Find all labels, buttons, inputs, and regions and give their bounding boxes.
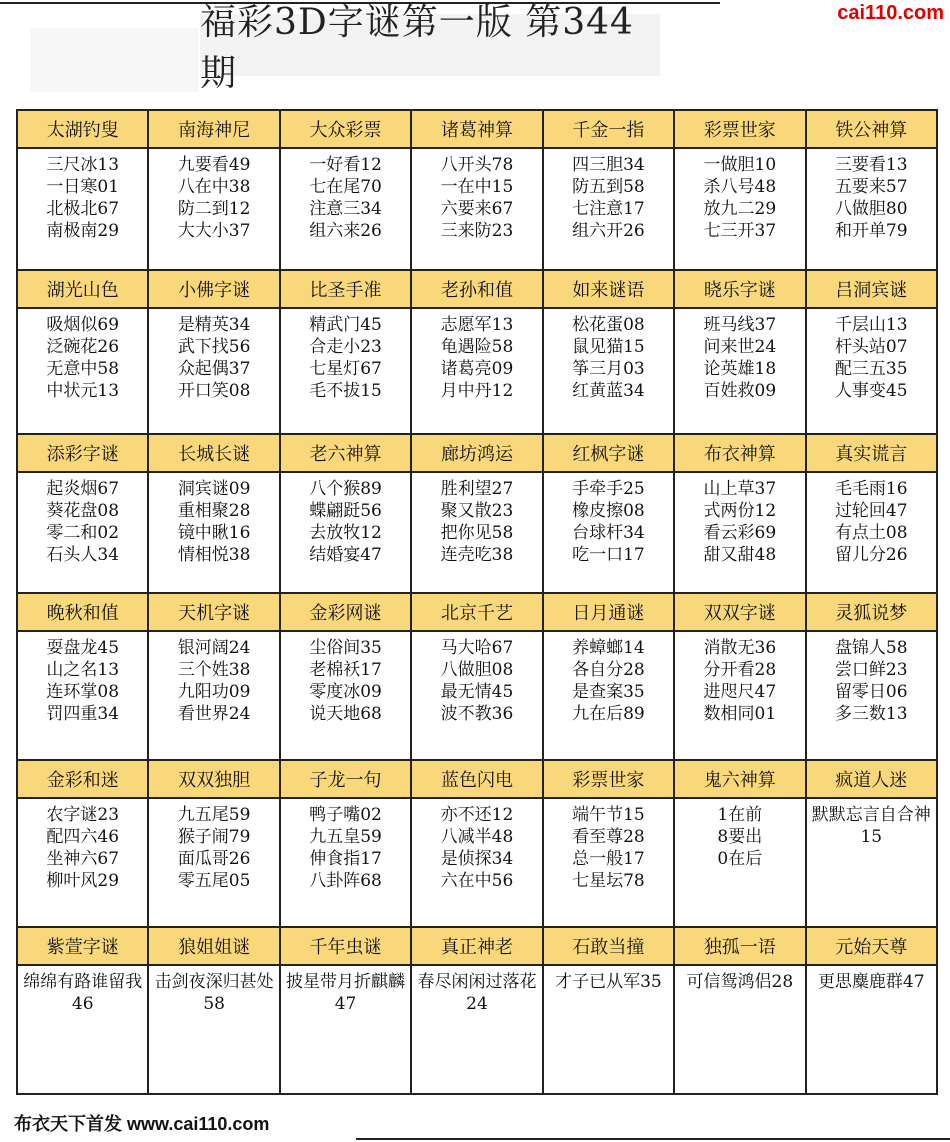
riddle-line: 七星坛78 xyxy=(572,871,645,891)
riddle-cell xyxy=(17,472,148,593)
column-header: 廊坊鸿运 xyxy=(411,434,542,472)
riddle-line: 四三胆34 xyxy=(572,155,645,175)
column-header: 独孤一语 xyxy=(674,927,805,965)
riddle-line: 开口笑08 xyxy=(177,381,251,401)
column-header: 北京千艺 xyxy=(411,593,542,631)
column-header: 诸葛神算 xyxy=(411,110,542,148)
riddle-cell xyxy=(17,965,148,1094)
footer-rule xyxy=(356,1138,950,1140)
riddle-line: 论英雄18 xyxy=(703,359,777,379)
riddle-line: 一日寒01 xyxy=(46,177,120,197)
column-header: 晚秋和值 xyxy=(17,593,148,631)
riddle-line: 留儿分26 xyxy=(834,545,908,565)
column-header: 彩票世家 xyxy=(674,110,805,148)
riddle-line: 连壳吃38 xyxy=(440,545,514,565)
riddle-line: 诸葛亮09 xyxy=(440,359,514,379)
riddle-line: 八开头78 xyxy=(440,155,514,175)
riddle-line: 面瓜哥26 xyxy=(177,849,251,869)
header-row xyxy=(17,593,937,631)
riddle-grid xyxy=(16,109,940,1120)
riddle-line: 八卦阵68 xyxy=(309,871,382,891)
riddle-line: 八个猴89 xyxy=(309,479,382,499)
footer-text: 布衣天下首发 www.cai110.com xyxy=(14,1114,270,1134)
riddle-line: 南极南29 xyxy=(46,221,120,241)
column-header: 子龙一句 xyxy=(280,760,411,798)
riddle-line: 进咫尺47 xyxy=(703,682,777,702)
riddle-cell xyxy=(280,798,411,927)
riddle-line: 石头人34 xyxy=(46,545,120,565)
riddle-line: 0在后 xyxy=(717,849,763,869)
riddle-cell xyxy=(280,148,411,270)
riddle-row xyxy=(17,631,937,760)
riddle-line: 精武门45 xyxy=(309,315,382,335)
riddle-line: 结婚宴47 xyxy=(309,545,382,565)
riddle-line: 连环掌08 xyxy=(46,682,120,702)
riddle-line: 默默忘言自合神15 xyxy=(811,805,931,847)
riddle-line: 留零日06 xyxy=(834,682,908,702)
riddle-cell xyxy=(148,472,279,593)
riddle-line: 九要看49 xyxy=(177,155,251,175)
riddle-line: 罚四重34 xyxy=(46,704,120,724)
riddle-cell xyxy=(806,148,937,270)
riddle-cell xyxy=(280,472,411,593)
riddle-line: 披星带月折麒麟47 xyxy=(286,972,406,1014)
riddle-line: 吃一口17 xyxy=(572,545,645,565)
riddle-line: 百姓救09 xyxy=(703,381,777,401)
riddle-cell xyxy=(148,308,279,434)
riddle-cell xyxy=(543,631,674,760)
riddle-cell xyxy=(806,472,937,593)
riddle-table xyxy=(16,109,938,1095)
riddle-line: 合走小23 xyxy=(309,337,382,357)
riddle-line: 防二到12 xyxy=(177,199,251,219)
riddle-cell xyxy=(17,631,148,760)
column-header: 天机字谜 xyxy=(148,593,279,631)
riddle-line: 是精英34 xyxy=(177,315,251,335)
riddle-line: 鸭子嘴02 xyxy=(309,805,382,825)
riddle-line: 把你见58 xyxy=(440,523,514,543)
riddle-line: 毛毛雨16 xyxy=(834,479,908,499)
column-header: 金彩和迷 xyxy=(17,760,148,798)
riddle-cell xyxy=(806,965,937,1094)
riddle-line: 看至尊28 xyxy=(572,827,645,847)
column-header: 紫萱字谜 xyxy=(17,927,148,965)
riddle-line: 数相同01 xyxy=(703,704,777,724)
riddle-cell xyxy=(674,308,805,434)
riddle-line: 尝口鲜23 xyxy=(834,660,908,680)
riddle-line: 龟遇险58 xyxy=(440,337,514,357)
riddle-line: 九阳功09 xyxy=(177,682,251,702)
riddle-line: 组六来26 xyxy=(309,221,382,241)
riddle-cell xyxy=(148,148,279,270)
column-header: 石敢当撞 xyxy=(543,927,674,965)
riddle-cell xyxy=(280,631,411,760)
riddle-line: 看云彩69 xyxy=(703,523,777,543)
riddle-line: 放九二29 xyxy=(703,199,777,219)
header-row xyxy=(17,434,937,472)
column-header: 添彩字谜 xyxy=(17,434,148,472)
riddle-row xyxy=(17,798,937,927)
column-header: 长城长谜 xyxy=(148,434,279,472)
riddle-line: 击剑夜深归甚处58 xyxy=(154,972,274,1014)
riddle-cell xyxy=(674,148,805,270)
riddle-cell xyxy=(17,308,148,434)
riddle-line: 大大小37 xyxy=(177,221,251,241)
column-header: 双双字谜 xyxy=(674,593,805,631)
riddle-line: 零度冰09 xyxy=(309,682,382,702)
column-header: 疯道人迷 xyxy=(806,760,937,798)
column-header: 吕洞宾谜 xyxy=(806,270,937,308)
riddle-line: 猴子闹79 xyxy=(177,827,251,847)
riddle-line: 毛不拔15 xyxy=(309,381,382,401)
riddle-line: 六在中56 xyxy=(440,871,514,891)
riddle-line: 洞宾谜09 xyxy=(177,479,251,499)
riddle-line: 松花蛋08 xyxy=(572,315,645,335)
riddle-line: 九五尾59 xyxy=(177,805,251,825)
column-header: 南海神尼 xyxy=(148,110,279,148)
column-header: 蓝色闪电 xyxy=(411,760,542,798)
riddle-line: 一做胆10 xyxy=(703,155,777,175)
riddle-line: 总一般17 xyxy=(572,849,645,869)
riddle-cell xyxy=(806,798,937,927)
riddle-line: 一在中15 xyxy=(440,177,514,197)
riddle-line: 亦不还12 xyxy=(440,805,514,825)
riddle-line: 蝶翩跹56 xyxy=(309,501,382,521)
column-header: 湖光山色 xyxy=(17,270,148,308)
riddle-line: 可信鸳鸿侣28 xyxy=(686,972,794,992)
header-row xyxy=(17,270,937,308)
riddle-cell xyxy=(411,148,542,270)
riddle-line: 六要来67 xyxy=(440,199,514,219)
riddle-line: 多三数13 xyxy=(834,704,908,724)
column-header: 大众彩票 xyxy=(280,110,411,148)
riddle-cell xyxy=(543,148,674,270)
riddle-line: 老棉袄17 xyxy=(309,660,382,680)
riddle-line: 是侦探34 xyxy=(440,849,514,869)
column-header: 日月通谜 xyxy=(543,593,674,631)
column-header: 布衣神算 xyxy=(674,434,805,472)
riddle-line: 尘俗间35 xyxy=(309,638,382,658)
riddle-cell xyxy=(806,631,937,760)
riddle-line: 泛碗花26 xyxy=(46,337,120,357)
riddle-line: 七三开37 xyxy=(703,221,777,241)
riddle-line: 坐神六67 xyxy=(46,849,120,869)
column-header: 如来谜语 xyxy=(543,270,674,308)
column-header: 千金一指 xyxy=(543,110,674,148)
riddle-cell xyxy=(148,631,279,760)
riddle-line: 组六开26 xyxy=(572,221,645,241)
riddle-line: 鼠见猫15 xyxy=(572,337,645,357)
riddle-line: 月中丹12 xyxy=(440,381,514,401)
column-header: 老六神算 xyxy=(280,434,411,472)
riddle-line: 三来防23 xyxy=(440,221,514,241)
column-header: 小佛字谜 xyxy=(148,270,279,308)
riddle-line: 耍盘龙45 xyxy=(46,638,120,658)
riddle-line: 是查案35 xyxy=(572,682,645,702)
riddle-cell xyxy=(17,798,148,927)
riddle-line: 众起偶37 xyxy=(177,359,251,379)
riddle-line: 更思麋鹿群47 xyxy=(817,972,925,992)
riddle-line: 银河阔24 xyxy=(177,638,251,658)
riddle-line: 北极北67 xyxy=(46,199,120,219)
riddle-row xyxy=(17,472,937,593)
riddle-cell xyxy=(411,798,542,927)
riddle-row xyxy=(17,965,937,1094)
riddle-line: 重相聚28 xyxy=(177,501,251,521)
riddle-line: 八做胆08 xyxy=(440,660,514,680)
riddle-line: 红黄蓝34 xyxy=(572,381,645,401)
riddle-line: 才子已从军35 xyxy=(555,972,662,992)
riddle-cell xyxy=(148,965,279,1094)
riddle-cell xyxy=(411,965,542,1094)
column-header: 鬼六神算 xyxy=(674,760,805,798)
riddle-line: 端午节15 xyxy=(572,805,645,825)
riddle-line: 九在后89 xyxy=(572,704,645,724)
riddle-line: 农字谜23 xyxy=(46,805,120,825)
riddle-line: 中状元13 xyxy=(46,381,120,401)
column-header: 红枫字谜 xyxy=(543,434,674,472)
riddle-line: 三个姓38 xyxy=(177,660,251,680)
riddle-line: 配三五35 xyxy=(834,359,908,379)
column-header: 狼姐姐谜 xyxy=(148,927,279,965)
riddle-line: 山上草37 xyxy=(703,479,777,499)
riddle-line: 注意三34 xyxy=(309,199,382,219)
riddle-line: 杀八号48 xyxy=(703,177,777,197)
riddle-line: 和开单79 xyxy=(834,221,908,241)
riddle-line: 八做胆80 xyxy=(834,199,908,219)
riddle-line: 杆头站07 xyxy=(834,337,908,357)
riddle-line: 绵绵有路谁留我46 xyxy=(23,972,143,1014)
riddle-line: 千层山13 xyxy=(834,315,908,335)
riddle-cell xyxy=(280,965,411,1094)
riddle-line: 八在中38 xyxy=(177,177,251,197)
riddle-line: 看世界24 xyxy=(177,704,251,724)
riddle-line: 防五到58 xyxy=(572,177,645,197)
riddle-line: 八减半48 xyxy=(440,827,514,847)
riddle-cell xyxy=(148,798,279,927)
riddle-line: 盘锦人58 xyxy=(834,638,908,658)
column-header: 真正神老 xyxy=(411,927,542,965)
riddle-line: 养蟑螂14 xyxy=(572,638,645,658)
column-header: 金彩网谜 xyxy=(280,593,411,631)
title-banner xyxy=(200,2,660,94)
riddle-row xyxy=(17,148,937,270)
riddle-cell xyxy=(411,631,542,760)
column-header: 晓乐字谜 xyxy=(674,270,805,308)
riddle-line: 各自分28 xyxy=(572,660,645,680)
header-row xyxy=(17,760,937,798)
riddle-line: 式两份12 xyxy=(703,501,777,521)
column-header: 双双独胆 xyxy=(148,760,279,798)
riddle-line: 手牵手25 xyxy=(572,479,645,499)
riddle-line: 波不教36 xyxy=(440,704,514,724)
riddle-line: 葵花盘08 xyxy=(46,501,120,521)
riddle-line: 零二和02 xyxy=(46,523,120,543)
riddle-line: 人事变45 xyxy=(834,381,908,401)
riddle-line: 橡皮擦08 xyxy=(572,501,645,521)
riddle-line: 甜又甜48 xyxy=(703,545,777,565)
riddle-line: 最无情45 xyxy=(440,682,514,702)
riddle-cell xyxy=(411,308,542,434)
riddle-line: 镜中瞅16 xyxy=(177,523,251,543)
column-header: 灵狐说梦 xyxy=(806,593,937,631)
column-header: 太湖钓叟 xyxy=(17,110,148,148)
riddle-line: 三尺冰13 xyxy=(46,155,120,175)
riddle-line: 情相悦38 xyxy=(177,545,251,565)
riddle-cell xyxy=(674,631,805,760)
riddle-line: 志愿军13 xyxy=(440,315,514,335)
riddle-line: 武下找56 xyxy=(177,337,251,357)
riddle-line: 九五皇59 xyxy=(309,827,382,847)
riddle-line: 七注意17 xyxy=(572,199,645,219)
riddle-cell xyxy=(543,308,674,434)
column-header: 千年虫谜 xyxy=(280,927,411,965)
riddle-line: 零五尾05 xyxy=(177,871,251,891)
column-header: 元始天尊 xyxy=(806,927,937,965)
column-header: 铁公神算 xyxy=(806,110,937,148)
riddle-line: 胜利望27 xyxy=(440,479,514,499)
riddle-line: 马大哈67 xyxy=(440,638,514,658)
riddle-line: 无意中58 xyxy=(46,359,120,379)
riddle-line: 一好看12 xyxy=(309,155,382,175)
riddle-line: 七星灯67 xyxy=(309,359,382,379)
riddle-cell xyxy=(674,965,805,1094)
riddle-line: 有点土08 xyxy=(834,523,908,543)
riddle-line: 伸食指17 xyxy=(309,849,382,869)
header-row xyxy=(17,110,937,148)
riddle-cell xyxy=(280,308,411,434)
riddle-cell xyxy=(543,472,674,593)
riddle-line: 七在尾70 xyxy=(309,177,382,197)
header-row xyxy=(17,927,937,965)
riddle-line: 五要来57 xyxy=(834,177,908,197)
riddle-line: 起炎烟67 xyxy=(46,479,120,499)
column-header: 真实谎言 xyxy=(806,434,937,472)
riddle-line: 柳叶风29 xyxy=(46,871,120,891)
riddle-cell xyxy=(674,472,805,593)
riddle-row xyxy=(17,308,937,434)
riddle-line: 消散无36 xyxy=(703,638,777,658)
page-title: 福彩3D字谜第一版 第344期 xyxy=(200,2,634,94)
riddle-line: 1在前 xyxy=(717,805,763,825)
riddle-line: 聚又散23 xyxy=(440,501,514,521)
riddle-line: 山之名13 xyxy=(46,660,120,680)
riddle-line: 配四六46 xyxy=(46,827,120,847)
riddle-cell xyxy=(411,472,542,593)
riddle-line: 8要出 xyxy=(717,827,763,847)
riddle-line: 说天地68 xyxy=(309,704,382,724)
header-shade xyxy=(30,28,198,92)
riddle-cell xyxy=(543,965,674,1094)
site-watermark: cai110.com xyxy=(837,2,944,24)
riddle-cell xyxy=(806,308,937,434)
riddle-line: 问来世24 xyxy=(703,337,777,357)
riddle-line: 筝三月03 xyxy=(572,359,645,379)
riddle-line: 台球杆34 xyxy=(572,523,645,543)
riddle-cell xyxy=(17,148,148,270)
column-header: 彩票世家 xyxy=(543,760,674,798)
column-header: 比圣手准 xyxy=(280,270,411,308)
column-header: 老孙和值 xyxy=(411,270,542,308)
riddle-line: 三要看13 xyxy=(834,155,908,175)
riddle-line: 过轮回47 xyxy=(834,501,908,521)
riddle-line: 去放牧12 xyxy=(309,523,382,543)
riddle-line: 吸烟似69 xyxy=(46,315,120,335)
riddle-cell xyxy=(543,798,674,927)
riddle-line: 春尽闲闲过落花24 xyxy=(417,972,537,1014)
riddle-line: 分开看28 xyxy=(703,660,777,680)
riddle-cell xyxy=(674,798,805,927)
riddle-line: 班马线37 xyxy=(703,315,777,335)
